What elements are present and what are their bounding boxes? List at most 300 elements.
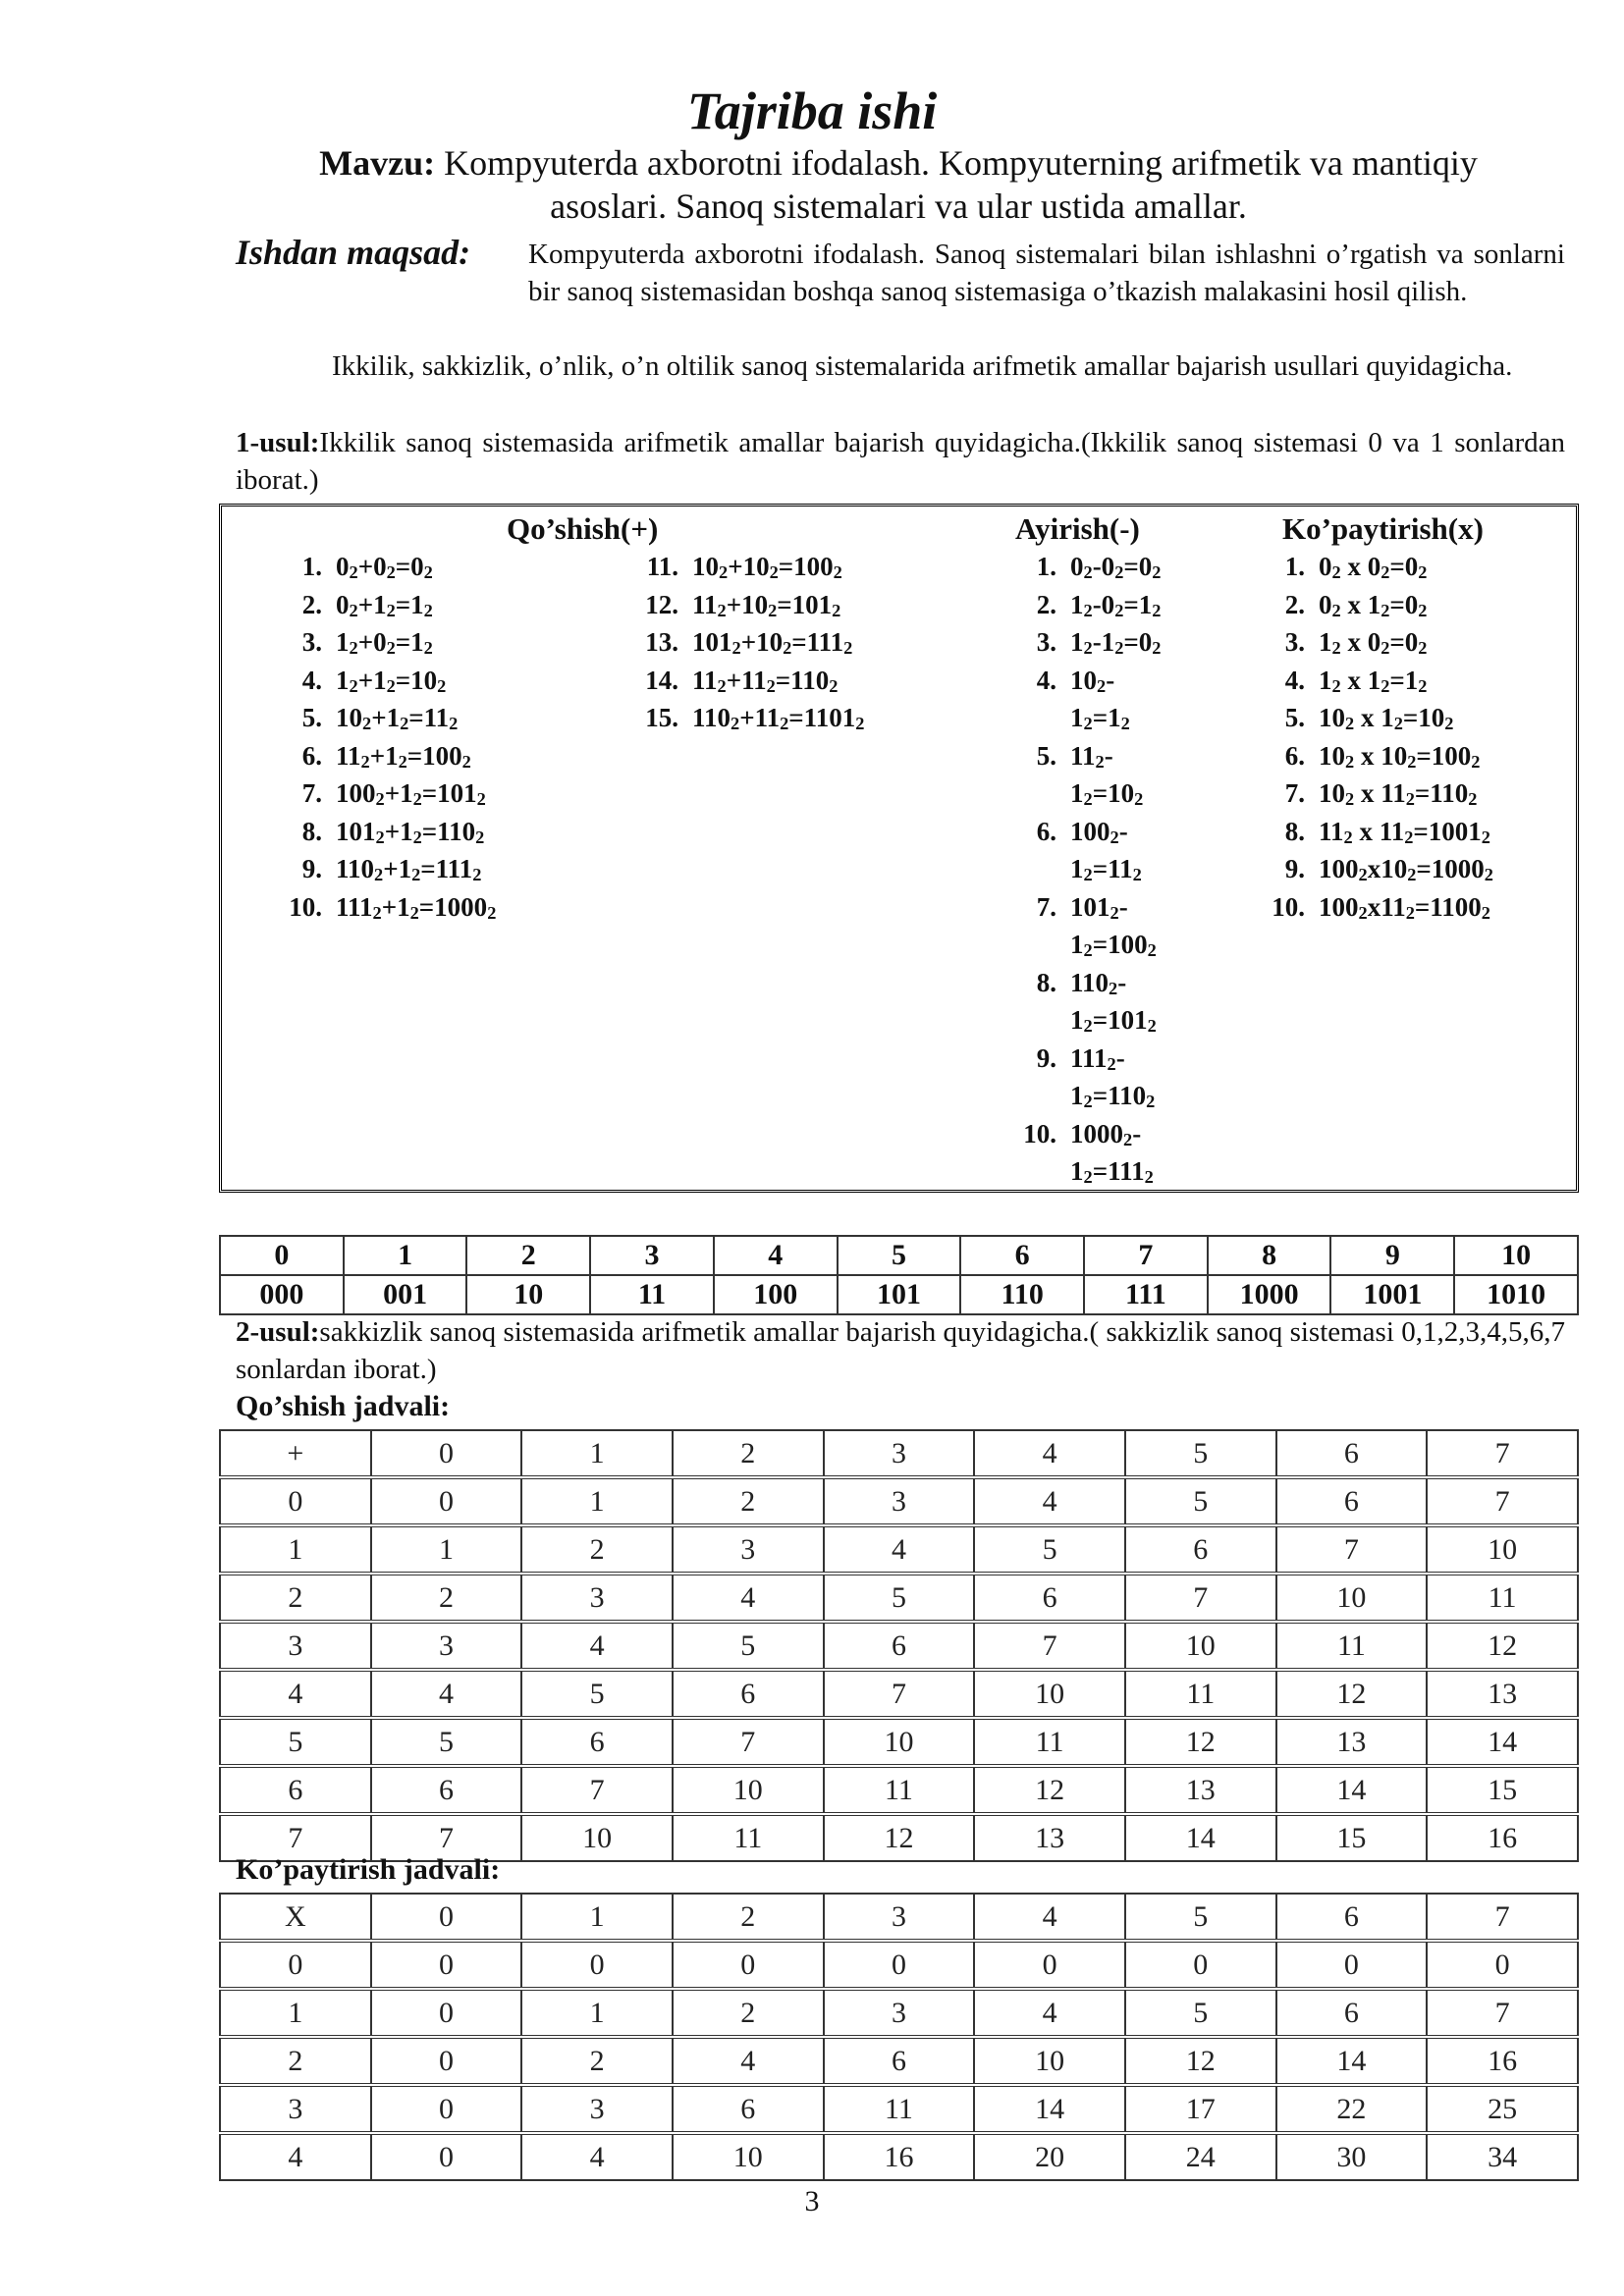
table-cell: 7 [220, 1814, 371, 1861]
table-cell: 4 [824, 1525, 975, 1574]
table-cell: 0 [220, 1477, 371, 1525]
equation-text: 1 [1070, 589, 1084, 619]
equation-subscript: 2 [1481, 902, 1490, 923]
equation-subscript: 2 [717, 600, 727, 620]
equation-text: =111 [1092, 1156, 1145, 1186]
equation-text: 110 [1070, 967, 1110, 997]
multiplication-list [1272, 548, 1493, 926]
table-cell: 11 [974, 1718, 1125, 1766]
equation-text: 1000 [1070, 1118, 1123, 1148]
table-cell: 110 [960, 1275, 1084, 1314]
table-cell: 3 [220, 2085, 371, 2133]
equation-text: +11 [739, 703, 781, 732]
table-cell: 2 [220, 2037, 371, 2085]
multiplication-item [1284, 548, 1493, 586]
equation-text: =110 [1414, 778, 1469, 808]
equation-subscript: 2 [461, 751, 471, 772]
equation-subscript: 2 [1152, 600, 1162, 620]
table-cell: 12 [1125, 2037, 1276, 2085]
topic-text-line2: asoslari. Sanoq sistemalari va ular ustida amallar. [550, 187, 1247, 226]
equation-subscript: 2 [1083, 713, 1093, 733]
equation-subscript: 2 [412, 788, 422, 809]
equation-text: 1 [1070, 1156, 1084, 1186]
item-number: 6. [1284, 740, 1305, 771]
equation-text: =100 [1416, 740, 1472, 771]
table-cell: 14 [1125, 1814, 1276, 1861]
table-cell: 2 [220, 1574, 371, 1622]
table-cell: 1 [521, 1477, 673, 1525]
table-cell: 3 [824, 1894, 975, 1941]
subtraction-item [1036, 813, 1161, 888]
table-cell: 5 [1125, 1430, 1276, 1477]
equation-subscript: 2 [719, 561, 729, 582]
equation-line [1070, 548, 1161, 586]
table-cell: 5 [220, 1718, 371, 1766]
table-cell: 0 [371, 1430, 522, 1477]
equation-text: 1 [336, 627, 350, 657]
addition-item [645, 586, 864, 624]
equation-subscript: 2 [1134, 788, 1144, 809]
equation-subscript: 2 [409, 902, 419, 923]
equation-subscript: 2 [1146, 1091, 1156, 1111]
equation-text: 1 [1070, 1005, 1084, 1035]
equation-text: =0 [1389, 627, 1419, 657]
addition-item [301, 813, 496, 851]
equation-text: +0 [357, 552, 387, 581]
table-cell: 11 [824, 1766, 975, 1814]
equation-text: x 1 [1354, 703, 1394, 732]
table-cell: 1 [344, 1236, 467, 1275]
multiplication-item [1284, 662, 1493, 700]
table-cell: 6 [974, 1574, 1125, 1622]
table-cell: 1 [371, 1525, 522, 1574]
topic [236, 141, 1561, 228]
equation-text: - [1115, 1042, 1125, 1073]
equation-subscript: 2 [476, 788, 486, 809]
table-cell: 10 [1454, 1236, 1578, 1275]
equation-line [1070, 662, 1161, 700]
table-cell: 12 [824, 1814, 975, 1861]
equation-subscript: 2 [1407, 864, 1417, 884]
equation-text: x 11 [1354, 778, 1406, 808]
equation-subscript: 2 [1120, 713, 1130, 733]
equation-subscript: 2 [1468, 788, 1478, 809]
item-number: 2. [1036, 589, 1056, 619]
table-cell: 0 [974, 1941, 1125, 1989]
table-row [220, 2037, 1578, 2085]
table-cell: 6 [673, 2085, 824, 2133]
item-number: 7. [301, 778, 322, 808]
equation-subscript: 2 [349, 675, 358, 696]
table-cell: 0 [220, 1941, 371, 1989]
equation-subscript: 2 [1083, 939, 1093, 960]
equation-text: - [1106, 665, 1115, 695]
equation-text: =11 [408, 703, 450, 732]
table-cell: 13 [1427, 1670, 1578, 1718]
addition-item [645, 699, 865, 737]
multiplication-item [1284, 813, 1493, 851]
table-cell: 4 [714, 1236, 838, 1275]
table-cell: 14 [974, 2085, 1125, 2133]
table-cell: 0 [220, 1236, 344, 1275]
item-number: 5. [301, 703, 322, 732]
page-number: 3 [804, 2185, 820, 2217]
equation-text: =0 [1123, 552, 1153, 581]
table-cell: 6 [1276, 1894, 1428, 1941]
table-cell: 5 [521, 1670, 673, 1718]
item-number: 15. [645, 703, 678, 732]
table-cell: 11 [590, 1275, 714, 1314]
equation-subscript: 2 [1331, 561, 1341, 582]
equation-subscript: 2 [1444, 713, 1454, 733]
equation-subscript: 2 [1110, 902, 1119, 923]
equation-text: x 0 [1340, 627, 1381, 657]
table-cell: 7 [1427, 1989, 1578, 2037]
table-cell: 7 [1427, 1477, 1578, 1525]
table-cell: 0 [371, 1941, 522, 1989]
table-cell: 13 [1125, 1766, 1276, 1814]
equation-subscript: 2 [769, 561, 779, 582]
table-row [220, 1766, 1578, 1814]
equation-text: +1 [371, 703, 401, 732]
purpose-text: Kompyuterda axborotni ifodalash. Sanoq sistemalari bilan ishlashni o’rgatish va sonlarni bir sanoq sistemasidan boshqa sanoq sistemasiga o’tkazish malakasini hosil qilish. [528, 239, 1565, 307]
equation-subscript: 2 [1380, 637, 1390, 658]
equation-text: 100 [336, 778, 376, 808]
table-row [220, 1718, 1578, 1766]
equation-text: 11 [692, 665, 718, 695]
table-cell: 7 [1084, 1236, 1208, 1275]
item-number: 1. [1036, 552, 1056, 581]
equation-subscript: 2 [1407, 751, 1417, 772]
equation-line [1070, 623, 1161, 662]
purpose-label: Ishdan maqsad: [236, 233, 471, 272]
equation-subscript: 2 [843, 637, 853, 658]
addition-item [645, 662, 864, 700]
table-cell: 5 [1125, 1989, 1276, 2037]
equation-subscript: 2 [1393, 713, 1403, 733]
multiplication-item [1284, 774, 1493, 813]
addition-item [646, 548, 864, 586]
equation-text: 1 [1070, 930, 1084, 959]
table-cell: 7 [824, 1670, 975, 1718]
equation-subscript: 2 [1345, 713, 1355, 733]
equation-text: 0 [336, 552, 350, 581]
subtraction-item [1036, 888, 1161, 964]
table-cell: 11 [824, 2085, 975, 2133]
equation-text: x10 [1367, 854, 1408, 883]
table-cell: 2 [521, 1525, 673, 1574]
equation-subscript: 2 [386, 637, 396, 658]
equation-text: 101 [692, 627, 732, 657]
equation-text: =1 [395, 589, 424, 619]
table-cell: 10 [466, 1275, 590, 1314]
equation-text: +11 [726, 665, 767, 695]
octal-multiplication-table [219, 1893, 1579, 2181]
table-cell: 6 [1276, 1477, 1428, 1525]
table-cell: 4 [521, 2133, 673, 2180]
equation-text: =0 [395, 552, 424, 581]
equation-text: +1 [357, 665, 387, 695]
equation-subscript: 2 [472, 864, 482, 884]
method1-label: 1-usul: [236, 427, 320, 458]
equation-text: x 0 [1340, 552, 1381, 581]
item-number: 8. [1036, 967, 1056, 997]
table-cell: 7 [1427, 1894, 1578, 1941]
table-cell: 10 [673, 1766, 824, 1814]
equation-subscript: 2 [1097, 675, 1107, 696]
table-cell: 4 [521, 1622, 673, 1670]
table-cell: 10 [1427, 1525, 1578, 1574]
equation-subscript: 2 [475, 827, 485, 847]
equation-text: 1 [1319, 665, 1332, 695]
table-cell: 1000 [1208, 1275, 1331, 1314]
equation-subscript: 2 [1331, 637, 1341, 658]
table-cell: 10 [974, 2037, 1125, 2085]
table-cell: 6 [220, 1766, 371, 1814]
equation-line [1070, 888, 1161, 927]
equation-subscript: 2 [1083, 788, 1093, 809]
table-cell: 4 [974, 1430, 1125, 1477]
table-cell: 0 [371, 1989, 522, 2037]
table-cell: 13 [974, 1814, 1125, 1861]
equation-text: 0 [1319, 589, 1332, 619]
equation-line [1070, 586, 1161, 624]
multiplication-item [1284, 850, 1493, 888]
equation-subscript: 2 [386, 561, 396, 582]
equation-line [1070, 1040, 1161, 1078]
equation-line [1070, 1001, 1161, 1040]
table-cell: 2 [466, 1236, 590, 1275]
multiplication-item [1272, 888, 1493, 927]
equation-text: 0 [1319, 552, 1332, 581]
table-cell: 0 [371, 1477, 522, 1525]
table-cell: 3 [521, 2085, 673, 2133]
subtraction-list [1023, 548, 1162, 1191]
table-cell: 13 [1276, 1718, 1428, 1766]
multiplication-item [1284, 586, 1493, 624]
equation-text: =101 [777, 589, 833, 619]
table-cell: 7 [521, 1766, 673, 1814]
table-header-row [220, 1430, 1578, 1477]
addition-table-label: Qo’shish jadvali: [236, 1390, 451, 1422]
equation-subscript: 2 [1358, 902, 1368, 923]
table-cell: 1 [220, 1989, 371, 2037]
table-cell: 5 [1125, 1477, 1276, 1525]
item-number: 4. [301, 665, 322, 695]
item-number: 3. [301, 627, 322, 657]
item-number: 9. [301, 854, 322, 883]
table-cell: 3 [590, 1236, 714, 1275]
table-cell: 4 [220, 1670, 371, 1718]
table-cell: 2 [673, 1894, 824, 1941]
equation-text: 10 [1319, 778, 1345, 808]
table-cell: 2 [673, 1477, 824, 1525]
table-cell: + [220, 1430, 371, 1477]
table-cell: 12 [1427, 1622, 1578, 1670]
equation-line [1070, 699, 1161, 737]
item-number: 8. [301, 816, 322, 846]
equation-subscript: 2 [829, 675, 839, 696]
equation-subscript: 2 [1083, 637, 1093, 658]
equation-text: =10 [1402, 703, 1445, 732]
item-number: 8. [1284, 816, 1305, 846]
equation-text: x 11 [1352, 816, 1405, 846]
equation-text: 1 [1070, 1081, 1084, 1110]
equation-subscript: 2 [349, 600, 358, 620]
equation-subscript: 2 [1144, 1166, 1154, 1187]
table-cell: 25 [1427, 2085, 1578, 2133]
method1-text: Ikkilik sanoq sistemasida arifmetik amallar bajarish quyidagicha.(Ikkilik sanoq sistemasi 0 va 1 sonlardan iborat.) [236, 427, 1565, 496]
equation-subscript: 2 [487, 902, 497, 923]
table-cell: 2 [673, 1430, 824, 1477]
equation-text: +1 [384, 778, 413, 808]
item-number: 13. [645, 627, 678, 657]
equation-subscript: 2 [1114, 637, 1124, 658]
equation-text: =111 [791, 627, 844, 657]
item-number: 9. [1036, 1042, 1056, 1073]
subtraction-item [1036, 662, 1161, 737]
equation-text: =101 [1092, 1005, 1148, 1035]
multiplication-table-label: Ko’paytirish jadvali: [236, 1853, 501, 1886]
table-cell: 6 [673, 1670, 824, 1718]
table-cell: 6 [521, 1718, 673, 1766]
topic-text-line1: Kompyuterda axborotni ifodalash. Kompyuterning arifmetik va mantiqiy [444, 143, 1478, 183]
table-cell: 1 [521, 1989, 673, 2037]
table-cell: 14 [1276, 1766, 1428, 1814]
table-cell: 2 [371, 1574, 522, 1622]
table-cell: 7 [371, 1814, 522, 1861]
addition-item [301, 662, 496, 700]
equation-subscript: 2 [1343, 827, 1353, 847]
equation-text: 101 [1070, 891, 1110, 922]
table-cell: 3 [673, 1525, 824, 1574]
equation-subscript: 2 [398, 751, 407, 772]
item-number: 5. [1036, 740, 1056, 771]
item-number: 3. [1284, 627, 1305, 657]
topic-label: Mavzu: [319, 143, 436, 183]
equation-text: x 10 [1354, 740, 1408, 771]
addition-item [289, 888, 497, 927]
equation-text: 0 [1070, 552, 1084, 581]
table-row [220, 1941, 1578, 1989]
equation-subscript: 2 [1114, 600, 1124, 620]
item-number: 1. [301, 552, 322, 581]
item-number: 4. [1036, 665, 1056, 695]
equation-subscript: 2 [423, 637, 433, 658]
table-cell: 6 [1125, 1525, 1276, 1574]
addition-item [645, 623, 864, 662]
equation-subscript: 2 [731, 637, 741, 658]
table-cell: 16 [824, 2133, 975, 2180]
equation-text: 1 [1070, 703, 1084, 732]
method2-paragraph [236, 1313, 1565, 1388]
equation-text: 100 [1319, 891, 1359, 922]
table-cell: 10 [974, 1670, 1125, 1718]
equation-text: =0 [1123, 627, 1153, 657]
equation-text: =10 [395, 665, 438, 695]
equation-subscript: 2 [1147, 939, 1157, 960]
equation-text: +10 [726, 589, 769, 619]
table-cell: 6 [1276, 1430, 1428, 1477]
equation-text: =100 [406, 740, 462, 771]
table-cell: 001 [344, 1275, 467, 1314]
equation-subscript: 2 [783, 637, 792, 658]
subtraction-item [1036, 1040, 1161, 1115]
table-cell: 12 [1125, 1718, 1276, 1766]
table-cell: 0 [824, 1941, 975, 1989]
equation-subscript: 2 [780, 713, 789, 733]
equation-subscript: 2 [1152, 561, 1162, 582]
equation-text: =1001 [1413, 816, 1482, 846]
table-cell: 4 [371, 1670, 522, 1718]
equation-subscript: 2 [412, 827, 422, 847]
item-number: 14. [645, 665, 678, 695]
equation-subscript: 2 [1083, 1091, 1093, 1111]
equation-subscript: 2 [386, 675, 396, 696]
equation-text: 101 [336, 816, 376, 846]
table-cell: 14 [1276, 2037, 1428, 2085]
equation-text: 1 [336, 665, 350, 695]
table-cell: 6 [960, 1236, 1084, 1275]
equation-subscript: 2 [1418, 600, 1428, 620]
table-row [220, 1574, 1578, 1622]
addition-list-b [645, 548, 865, 737]
item-number: 1. [1284, 552, 1305, 581]
equation-text: =1101 [788, 703, 856, 732]
equation-subscript: 2 [386, 600, 396, 620]
equation-subscript: 2 [1083, 864, 1093, 884]
table-cell: 1 [521, 1894, 673, 1941]
equation-text: 10 [336, 703, 362, 732]
equation-subscript: 2 [1083, 1166, 1093, 1187]
equation-text: - [1117, 967, 1127, 997]
equation-text: +0 [357, 627, 387, 657]
equation-text: 11 [1319, 816, 1344, 846]
equation-text: -0 [1092, 589, 1115, 619]
equation-text: - [1104, 740, 1113, 771]
table-cell: 8 [1208, 1236, 1331, 1275]
table-cell: 3 [824, 1477, 975, 1525]
addition-list-a [289, 548, 497, 926]
equation-text: +10 [740, 627, 784, 657]
addition-item [301, 548, 496, 586]
equation-subscript: 2 [1095, 751, 1105, 772]
table-cell: 11 [673, 1814, 824, 1861]
equation-text: - [1118, 816, 1128, 846]
equation-subscript: 2 [374, 864, 384, 884]
table-cell: 5 [974, 1525, 1125, 1574]
table-cell: 6 [371, 1766, 522, 1814]
equation-subscript: 2 [1132, 864, 1142, 884]
table-cell: 0 [371, 2085, 522, 2133]
equation-subscript: 2 [1380, 675, 1390, 696]
page-title: Tajriba ishi [686, 81, 938, 140]
table-cell: 0 [371, 1894, 522, 1941]
equation-text: 10 [1070, 665, 1097, 695]
table-row [220, 2133, 1578, 2180]
multiplication-header: Ko’paytirish(x) [1282, 511, 1484, 546]
equation-text: 10 [692, 552, 719, 581]
item-number: 6. [1036, 816, 1056, 846]
table-cell: 6 [1276, 1989, 1428, 2037]
table-row [220, 1622, 1578, 1670]
multiplication-item [1284, 699, 1493, 737]
table-cell: 10 [1276, 1574, 1428, 1622]
equation-subscript: 2 [1358, 864, 1368, 884]
equation-line [1070, 737, 1161, 775]
table-cell: 4 [673, 2037, 824, 2085]
equation-text: 0 [336, 589, 350, 619]
